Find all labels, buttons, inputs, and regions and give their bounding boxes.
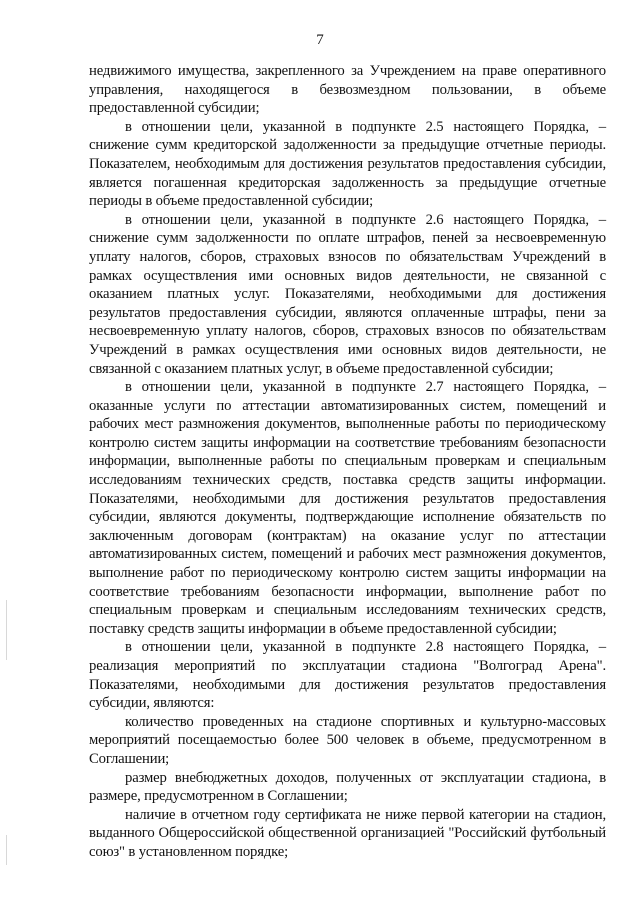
paragraph-goal-2-5: в отношении цели, указанной в подпункте 2.5 настоящего Порядка, – снижение сумм кредиторской задолженности за предыдущие отчетные периоды. Показателем, необходимым для достижения результатов предоставления субсидии, является погашенная кредиторская задолженность за предыдущие отчетные периоды в объеме предоставленной субсидии; [89, 118, 606, 210]
scan-edge-mark [6, 835, 7, 865]
paragraph-goal-2-6: в отношении цели, указанной в подпункте 2.6 настоящего Порядка, – снижение сумм задолженности по оплате штрафов, пеней за несвоевременную уплату налогов, сборов, страховых взносов по обязательствам Учреждений в рамках осуществления ими основных видов деятельности, не связанной с оказанием платных услуг. Показателями, необходимыми для достижения результатов предоставления субсидии, являются оплаченные штрафы, пени за несвоевременную уплату налогов, сборов, страховых взносов по обязательствам Учреждений в рамках осуществления ими основных видов деятельности, не связанной с оказанием платных услуг, в объеме предоставленной субсидии; [89, 211, 606, 377]
document-body [89, 62, 606, 862]
paragraph-events-count: количество проведенных на стадионе спортивных и культурно-массовых мероприятий посещаемостью более 500 человек в объеме, предусмотренном в Соглашении; [89, 713, 606, 767]
page-number: 7 [316, 32, 324, 48]
paragraph-goal-2-8: в отношении цели, указанной в подпункте 2.8 настоящего Порядка, – реализация мероприятий по эксплуатации стадиона "Волгоград Арена". Показателями, необходимыми для достижения результатов предоставления субсидии, являются: [89, 639, 606, 712]
scan-edge-mark [6, 600, 7, 660]
paragraph-certificate: наличие в отчетном году сертификата не ниже первой категории на стадион, выданного Общероссийской общественной организацией "Российский футбольный союз" в установленном порядке; [89, 806, 606, 860]
paragraph-goal-2-7: в отношении цели, указанной в подпункте 2.7 настоящего Порядка, – оказанные услуги по аттестации автоматизированных систем, помещений и рабочих мест размножения документов, выполненные работы по периодическому контролю систем защиты информации на соответствие требованиям безопасности информации, выполненные работы по специальным проверкам и специальным исследованиям технических средств, поставка средств защиты информации. Показателями, необходимыми для достижения результатов предоставления субсидии, являются документы, подтверждающие исполнение обязательств по заключенным договорам (контрактам) на оказание услуг по аттестации автоматизированных систем, помещений и рабочих мест размножения документов, выполнение работ по периодическому контролю систем защиты информации на соответствие требованиям безопасности информации, выполнение работ по специальным проверкам и специальным исследованиям технических средств, поставку средств защиты информации в объеме предоставленной субсидии; [89, 379, 606, 637]
paragraph-extrabudget-income: размер внебюджетных доходов, полученных от эксплуатации стадиона, в размере, предусмотренном в Соглашении; [89, 769, 606, 805]
paragraph-continuation: недвижимого имущества, закрепленного за Учреждением на праве оперативного управления, находящегося в безвозмездном пользовании, в объеме предоставленной субсидии; [89, 63, 606, 117]
